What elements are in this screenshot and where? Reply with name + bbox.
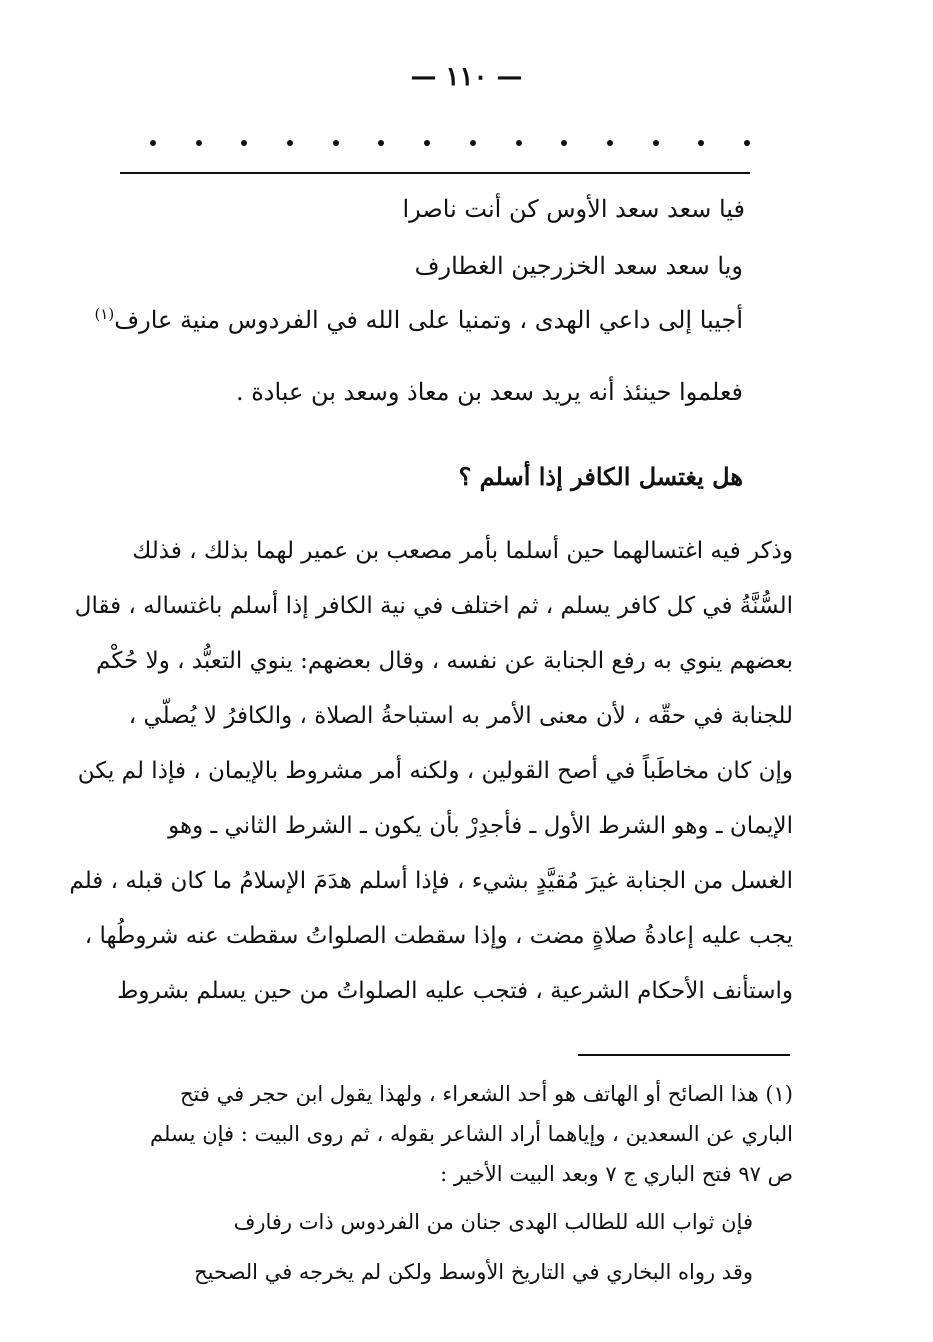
verse-line-3-text: أجيبا إلى داعي الهدى ، وتمنيا على الله في الفردوس منية عارف: [114, 306, 743, 334]
dot: [561, 140, 567, 146]
footnote-line-5: وقد رواه البخاري في التاريخ الأوسط ولكن لم يخرجه في الصحيح: [194, 1260, 753, 1284]
verse-line-2: ويا سعد سعد الخزرجين الغطارف: [414, 252, 743, 280]
footnote-line-2: الباري عن السعدين ، وإياهما أراد الشاعر بقوله ، ثم روى البيت : فإن يسلم: [150, 1122, 793, 1146]
footnote-line-3: ص ٩٧ فتح الباري ج ٧ وبعد البيت الأخير :: [440, 1162, 793, 1186]
footnote-rule: [578, 1054, 790, 1056]
dot: [698, 140, 704, 146]
header-rule: [120, 172, 750, 174]
dot: [744, 140, 750, 146]
body-line-1: وذكر فيه اغتسالهما حين أسلما بأمر مصعب بن عمير لهما بذلك ، فذلك: [132, 538, 793, 564]
section-heading: هل يغتسل الكافر إذا أسلم ؟: [458, 462, 743, 491]
body-line-4: للجنابة في حقّه ، لأن معنى الأمر به استباحةُ الصلاة ، والكافرُ لا يُصلّي ،: [128, 703, 793, 729]
body-line-8: يجب عليه إعادةُ صلاةٍ مضت ، وإذا سقطت الصلواتُ سقطت عنه شروطُها ،: [84, 923, 793, 949]
body-line-3: بعضهم ينوي به رفع الجنابة عن نفسه ، وقال بعضهم: ينوي التعبُّد ، ولا حُكْم: [96, 648, 793, 674]
header-dot-leader: [150, 140, 750, 146]
verse-line-3: [94, 305, 743, 334]
dot: [287, 140, 293, 146]
dot: [196, 140, 202, 146]
verse-conclusion: فعلموا حينئذ أنه يريد سعد بن معاذ وسعد بن عبادة .: [235, 378, 743, 406]
body-line-2: السُّنَّةُ في كل كافر يسلم ، ثم اختلف في نية الكافر إذا أسلم باغتساله ، فقال: [74, 593, 793, 619]
footnote-marker: (١): [94, 305, 115, 323]
dot: [424, 140, 430, 146]
dot: [150, 140, 156, 146]
body-line-7: الغسل من الجنابة غيرَ مُقيَّدٍ بشيء ، فإذا أسلم هدَمَ الإسلامُ ما كان قبله ، فلم: [69, 868, 793, 894]
footnote-line-1: (١) هذا الصائح أو الهاتف هو أحد الشعراء ، ولهذا يقول ابن حجر في فتح: [179, 1082, 793, 1106]
dot: [241, 140, 247, 146]
footnote-verse: فإن ثواب الله للطالب الهدى جنان من الفردوس ذات رفارف: [233, 1210, 753, 1234]
dot: [607, 140, 613, 146]
verse-line-1: فيا سعد سعد الأوس كن أنت ناصرا: [402, 195, 745, 223]
dot: [470, 140, 476, 146]
dot: [378, 140, 384, 146]
dot: [516, 140, 522, 146]
body-line-6: الإيمان ـ وهو الشرط الأول ـ فأجدِرْ بأن يكون ـ الشرط الثاني ـ وهو: [168, 813, 793, 839]
page-number: — ١١٠ —: [410, 62, 523, 92]
dot: [333, 140, 339, 146]
body-line-9: واستأنف الأحكام الشرعية ، فتجب عليه الصلواتُ من حين يسلم بشروط: [117, 978, 793, 1004]
dot: [653, 140, 659, 146]
body-line-5: وإن كان مخاطَباً في أصح القولين ، ولكنه أمر مشروط بالإيمان ، فإذا لم يكن: [77, 758, 793, 784]
